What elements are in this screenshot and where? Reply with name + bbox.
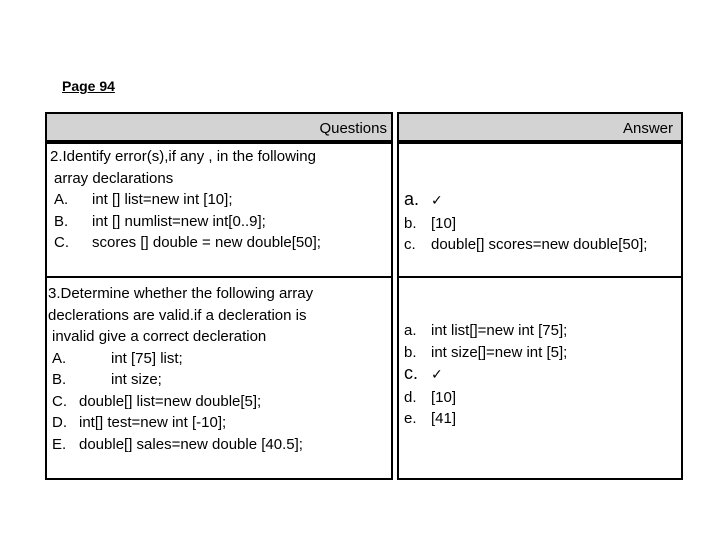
- q3-item-c-label: C.: [52, 392, 67, 410]
- q3-answer-d-text: [10]: [431, 388, 457, 406]
- q2-item-b: [50, 211, 321, 233]
- q3-item-e-text: double[] sales=new double [40.5];: [79, 435, 303, 453]
- q3-line-2: declerations are valid.if a decleration is: [48, 306, 307, 324]
- check-icon: ✓: [431, 367, 443, 383]
- q2-item-c: [50, 232, 321, 254]
- q3-item-a-label: A.: [52, 349, 67, 367]
- q2-item-a-text: int [] list=new int [10];: [92, 191, 233, 208]
- q3-answer-a-text: int list[]=new int [75];: [431, 322, 568, 339]
- q2-question: [50, 146, 321, 254]
- q3-item-b: [48, 369, 313, 391]
- q3-answer-d-label: d.: [404, 388, 417, 406]
- q3-item-d: [48, 412, 313, 434]
- q3-answer-d: [404, 387, 567, 409]
- q3-item-e-label: E.: [52, 435, 67, 453]
- q3-answer-a: [404, 320, 567, 342]
- q2-answer-b-text: [10]: [431, 214, 457, 232]
- answer-header: [397, 112, 683, 142]
- q3-answer-a-label: a.: [404, 322, 417, 339]
- q3-answer-c: [404, 363, 567, 387]
- q2-answer-a-label: a.: [404, 189, 420, 209]
- q2-item-a: [50, 189, 321, 211]
- q2-item-c-label: C.: [54, 234, 69, 251]
- q3-answers: [404, 320, 567, 430]
- q2-answer-c-label: c.: [404, 236, 416, 253]
- q2-item-c-text: scores [] double = new double[50];: [92, 234, 321, 251]
- q3-line-1: 3.Determine whether the following array: [48, 285, 314, 302]
- q3-item-d-label: D.: [52, 414, 67, 431]
- q2-answer-b: [404, 213, 647, 235]
- page-label: Page 94: [62, 78, 115, 94]
- q3-item-a: [48, 348, 313, 370]
- q2-line-2: array declarations: [54, 169, 174, 187]
- q2-item-b-text: int [] numlist=new int[0..9];: [92, 212, 266, 230]
- q3-answer-b: [404, 342, 567, 364]
- q3-item-b-text: int size;: [111, 371, 162, 388]
- q3-item-c: [48, 391, 313, 413]
- q3-answer-b-text: int size[]=new int [5];: [431, 343, 568, 361]
- q3-line-3: invalid give a correct decleration: [52, 328, 267, 345]
- q3-item-c-text: double[] list=new double[5];: [79, 392, 262, 410]
- q3-answer-e-text: [41]: [431, 410, 457, 427]
- q2-answer-b-label: b.: [404, 214, 417, 232]
- q2-answers: [404, 189, 647, 256]
- q3-item-b-label: B.: [52, 371, 67, 388]
- q3-answer-c-label: c.: [404, 363, 419, 383]
- questions-header-label: Questions: [319, 120, 387, 137]
- q2-answer-a: [404, 189, 647, 213]
- q2-line-1: 2.Identify error(s),if any , in the following: [50, 148, 316, 165]
- q2-item-b-label: B.: [54, 212, 69, 230]
- q2-answer-c: [404, 234, 647, 256]
- q2-item-a-label: A.: [54, 191, 69, 208]
- check-icon: ✓: [431, 193, 443, 209]
- q3-item-a-text: int [75] list;: [111, 349, 183, 367]
- q3-question: [48, 283, 313, 455]
- q3-answer-e: [404, 408, 567, 430]
- answer-header-label: Answer: [622, 120, 673, 137]
- q3-item-d-text: int[] test=new int [-10];: [79, 414, 227, 431]
- q3-answer-e-label: e.: [404, 410, 417, 427]
- questions-header: [45, 112, 393, 142]
- q3-answer-b-label: b.: [404, 343, 417, 361]
- q3-item-e: [48, 434, 313, 456]
- q2-answer-c-text: double[] scores=new double[50];: [431, 236, 648, 253]
